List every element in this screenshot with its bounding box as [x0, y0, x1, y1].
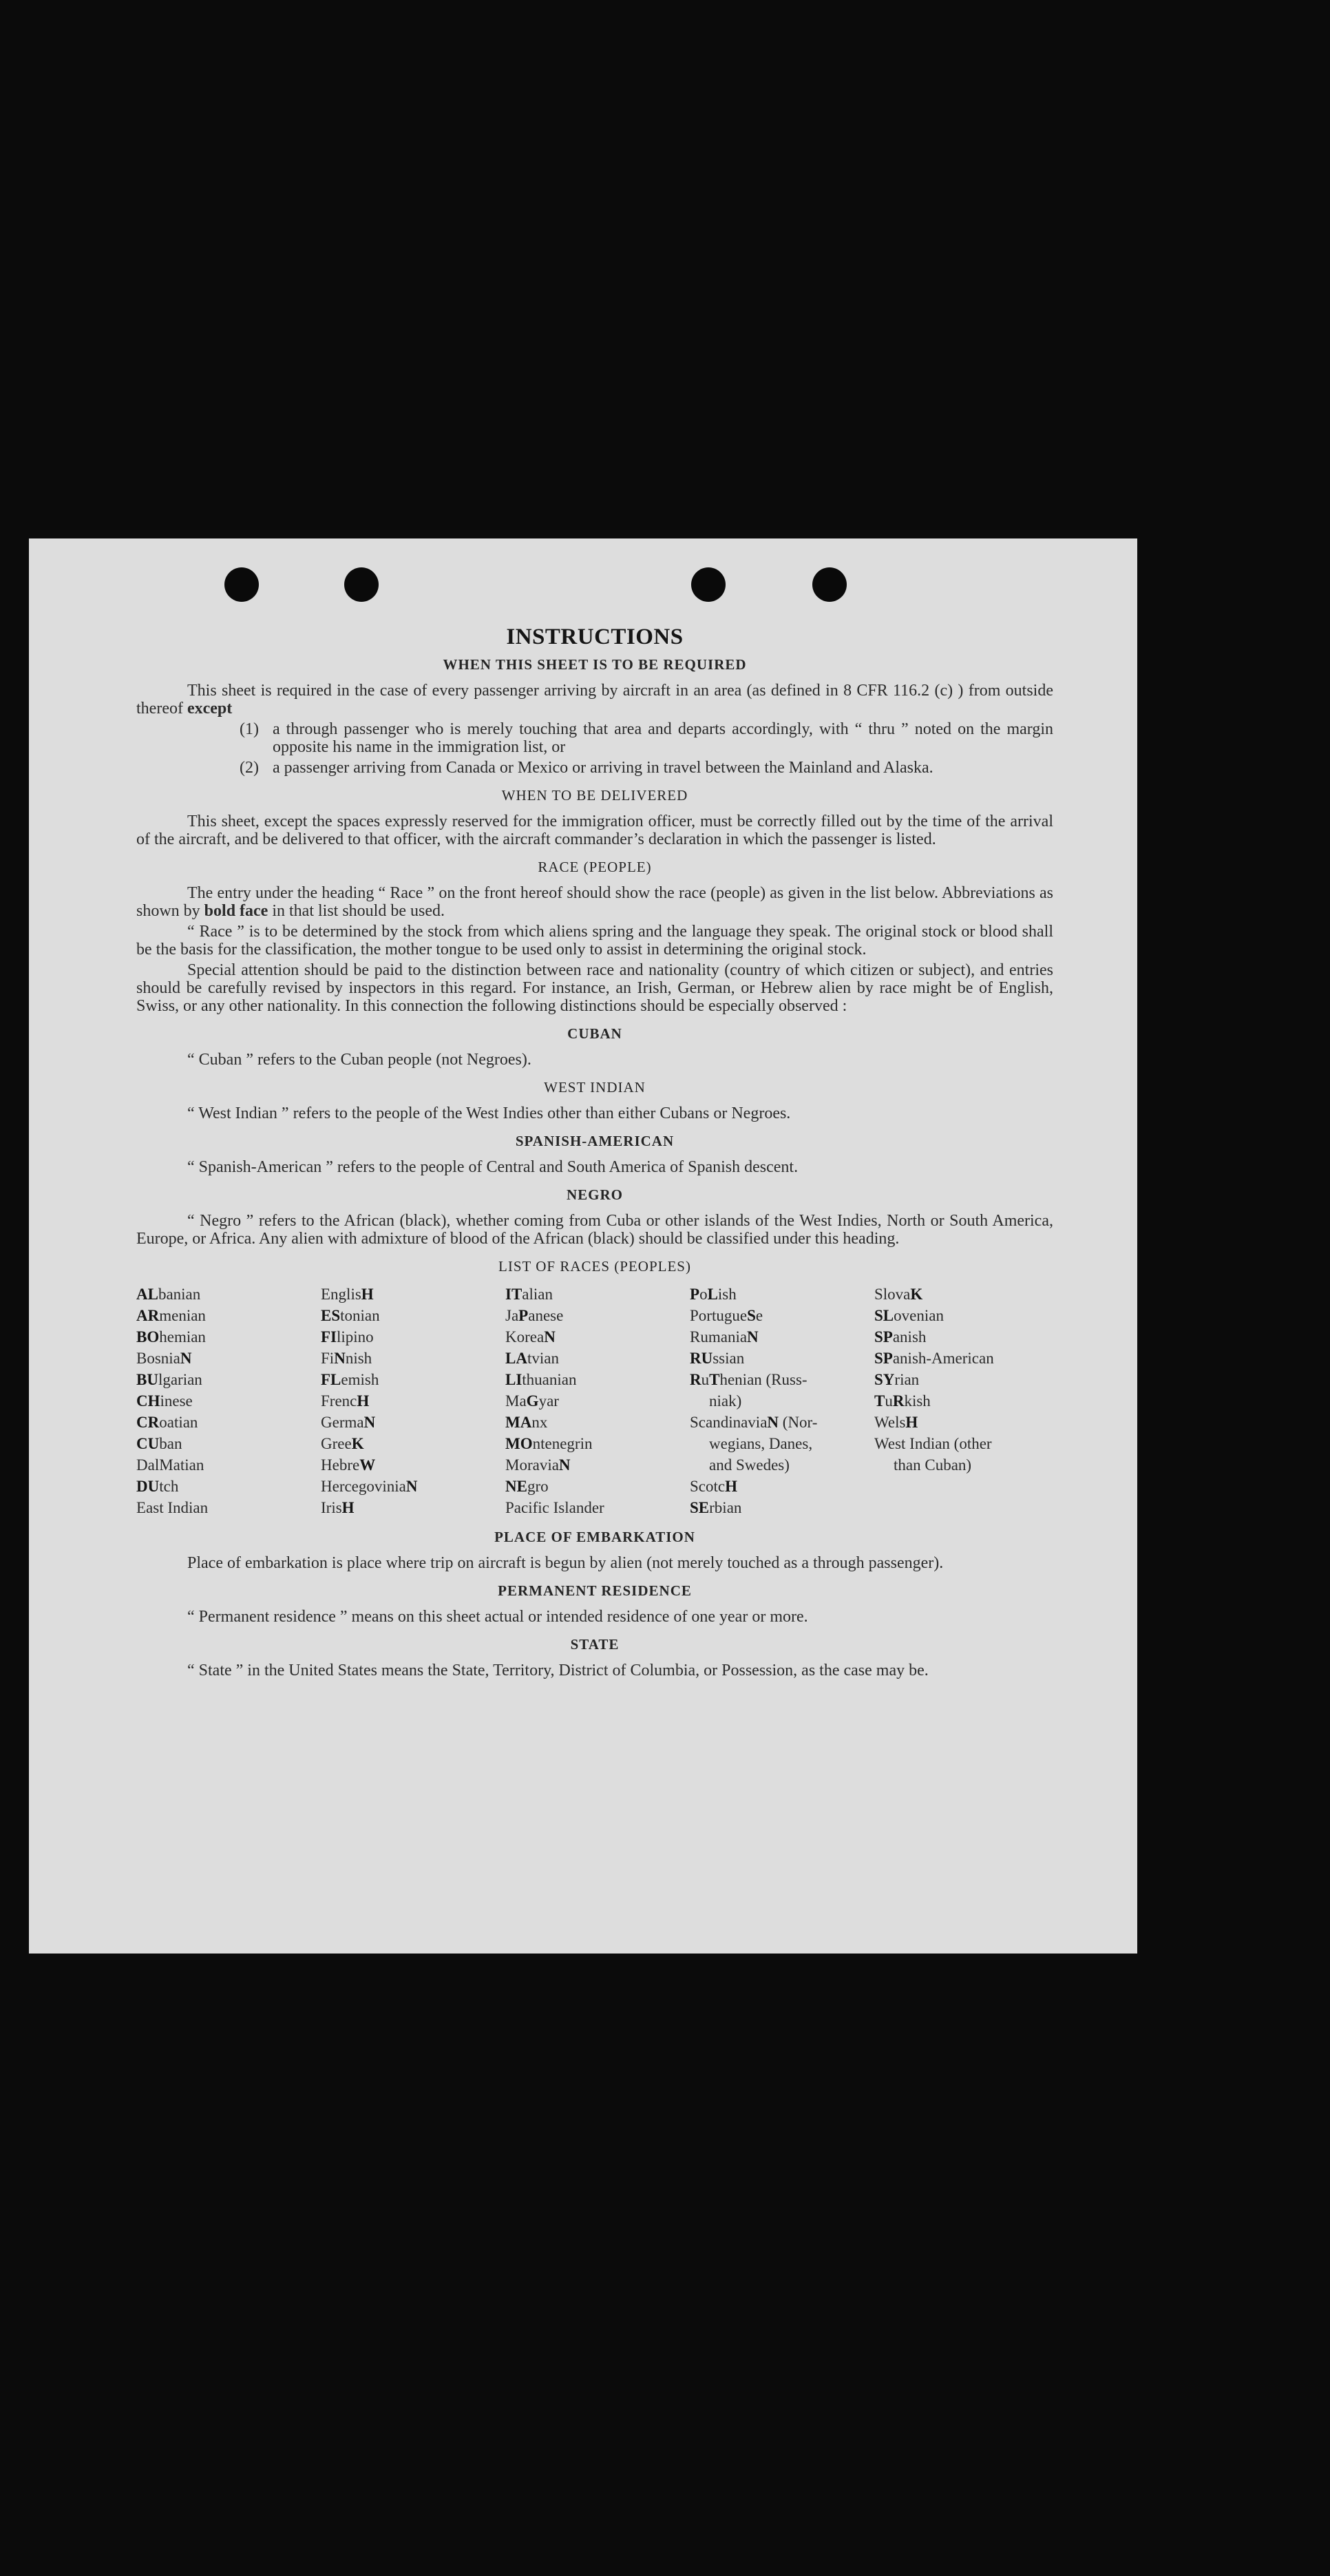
section-heading-list-of-races: LIST OF RACES (PEOPLES)	[498, 1258, 691, 1275]
exception-item: (2) a passenger arriving from Canada or Mexico or arriving in travel between the Mainland and Alaska.	[240, 759, 933, 777]
race-entry: IrisH	[321, 1499, 355, 1516]
spanish-american-text: “ Spanish-American ” refers to the people of Central and South America of Spanish descent.	[187, 1158, 799, 1176]
race-entry: CUban	[136, 1435, 182, 1452]
punch-hole	[691, 567, 726, 602]
race-entry: ARmenian	[136, 1307, 206, 1324]
race-entry: SLovenian	[874, 1307, 944, 1324]
race-entry: MOntenegrin	[505, 1435, 593, 1452]
race-entry: PoLish	[690, 1286, 737, 1303]
section-heading-negro: NEGRO	[566, 1186, 623, 1203]
section-heading-residence: PERMANENT RESIDENCE	[498, 1582, 692, 1599]
race-entry: MoraviaN	[505, 1456, 571, 1474]
race-entry: LIthuanian	[505, 1371, 577, 1388]
race-entry: FLemish	[321, 1371, 379, 1388]
race-entry: RumaniaN	[690, 1328, 759, 1345]
cuban-text: “ Cuban ” refers to the Cuban people (not Negroes).	[187, 1051, 531, 1069]
race-entry: HercegoviniaN	[321, 1478, 418, 1495]
race-entry: SErbian	[690, 1499, 742, 1516]
races-column	[690, 1284, 874, 1518]
exception-item: (1) a through passenger who is merely touching that area and departs accordingly, with “ thru ” noted on the margin opposite his name in the immigration list, or	[240, 720, 1053, 756]
race-entry: LAtvian	[505, 1350, 559, 1367]
section-heading-embarkation: PLACE OF EMBARKATION	[494, 1529, 695, 1545]
race-paragraph-3: Special attention should be paid to the distinction between race and nationality (country of which citizen or subject), and entries should be carefully revised by inspectors in this regard. For instance, an Irish, German, or Hebrew alien by race might be of English, Swiss, or any other nationality. In this connection the following distinctions should be especially observed :	[136, 961, 1053, 1015]
race-entry: SPanish-American	[874, 1350, 994, 1367]
race-entry: FiNnish	[321, 1350, 372, 1367]
race-entry: WelsH	[874, 1414, 918, 1431]
section-heading-when-required: WHEN THIS SHEET IS TO BE REQUIRED	[443, 656, 747, 673]
race-entry: BosniaN	[136, 1350, 192, 1367]
document-sheet	[29, 538, 1137, 1954]
race-entry: ScotcH	[690, 1478, 737, 1495]
section-heading-when-delivered: WHEN TO BE DELIVERED	[501, 787, 688, 804]
race-entry: ScandinaviaN (Nor- wegians, Danes, and Swedes)	[690, 1414, 818, 1474]
race-entry: SlovaK	[874, 1286, 923, 1303]
race-entry: BUlgarian	[136, 1371, 202, 1388]
section-heading-state: STATE	[570, 1636, 620, 1653]
race-entry: East Indian	[136, 1499, 209, 1516]
race-entry: ITalian	[505, 1286, 553, 1303]
embarkation-text: Place of embarkation is place where trip on aircraft is begun by alien (not merely touched as a through passenger).	[187, 1554, 944, 1572]
section-heading-west-indian: WEST INDIAN	[544, 1079, 646, 1096]
negro-text: “ Negro ” refers to the African (black), whether coming from Cuba or other islands of the West Indies, North or South America, Europe, or Africa. Any alien with admixture of blood of the African (black) should be classified under this heading.	[136, 1212, 1053, 1248]
race-entry: SPanish	[874, 1328, 927, 1345]
race-entry: SYrian	[874, 1371, 920, 1388]
race-entry: TuRkish	[874, 1392, 931, 1410]
when-delivered-text: This sheet, except the spaces expressly reserved for the immigration officer, must be correctly filled out by the time of the arrival of the aircraft, and be delivered to that officer, with the aircraft commander’s declaration in which the passenger is listed.	[136, 813, 1053, 848]
race-entry: DalMatian	[136, 1456, 204, 1474]
race-entry: RUssian	[690, 1350, 745, 1367]
when-required-intro: This sheet is required in the case of every passenger arriving by aircraft in an area (as defined in 8 CFR 116.2 (c) ) from outside thereof except	[136, 682, 1053, 718]
race-entry: PortugueSe	[690, 1307, 763, 1324]
race-entry: CRoatian	[136, 1414, 198, 1431]
races-list	[136, 1284, 1053, 1518]
page-title: INSTRUCTIONS	[506, 625, 684, 649]
race-entry: NEgro	[505, 1478, 549, 1495]
race-entry: CHinese	[136, 1392, 193, 1410]
state-text: “ State ” in the United States means the State, Territory, District of Columbia, or Possession, as the case may be.	[187, 1662, 929, 1679]
race-entry: GermaN	[321, 1414, 376, 1431]
race-entry: JaPanese	[505, 1307, 564, 1324]
race-entry: FIlipino	[321, 1328, 374, 1345]
punch-hole	[812, 567, 847, 602]
race-entry: EStonian	[321, 1307, 380, 1324]
race-entry: FrencH	[321, 1392, 370, 1410]
race-paragraph-2: “ Race ” is to be determined by the stock from which aliens spring and the language they speak. The original stock or blood shall be the basis for the classification, the mother tongue to be used only to assist in determining the original stock.	[136, 923, 1053, 959]
races-column	[874, 1284, 1059, 1518]
residence-text: “ Permanent residence ” means on this sheet actual or intended residence of one year or more.	[187, 1608, 808, 1626]
punch-hole	[344, 567, 379, 602]
race-paragraph-1: The entry under the heading “ Race ” on the front hereof should show the race (people) as given in the list below. Abbreviations as shown by bold face in that list should be used.	[136, 884, 1053, 920]
race-entry: BOhemian	[136, 1328, 206, 1345]
race-entry: West Indian (other than Cuban)	[874, 1435, 992, 1474]
section-heading-race: RACE (PEOPLE)	[538, 859, 652, 875]
race-entry: MAnx	[505, 1414, 548, 1431]
west-indian-text: “ West Indian ” refers to the people of the West Indies other than either Cubans or Negroes.	[187, 1104, 791, 1122]
race-entry: EnglisH	[321, 1286, 374, 1303]
races-column	[505, 1284, 690, 1518]
race-entry: GreeK	[321, 1435, 364, 1452]
races-column	[321, 1284, 505, 1518]
race-entry: ALbanian	[136, 1286, 201, 1303]
race-entry: HebreW	[321, 1456, 376, 1474]
race-entry: DUtch	[136, 1478, 179, 1495]
race-entry: MaGyar	[505, 1392, 559, 1410]
punch-hole	[224, 567, 259, 602]
race-entry: RuThenian (Russ- niak)	[690, 1371, 807, 1410]
races-column	[136, 1284, 321, 1518]
instructions-content	[136, 625, 1053, 1682]
race-entry: KoreaN	[505, 1328, 556, 1345]
section-heading-cuban: CUBAN	[567, 1025, 622, 1042]
section-heading-spanish-american: SPANISH-AMERICAN	[515, 1133, 675, 1149]
race-entry: Pacific Islander	[505, 1499, 604, 1516]
